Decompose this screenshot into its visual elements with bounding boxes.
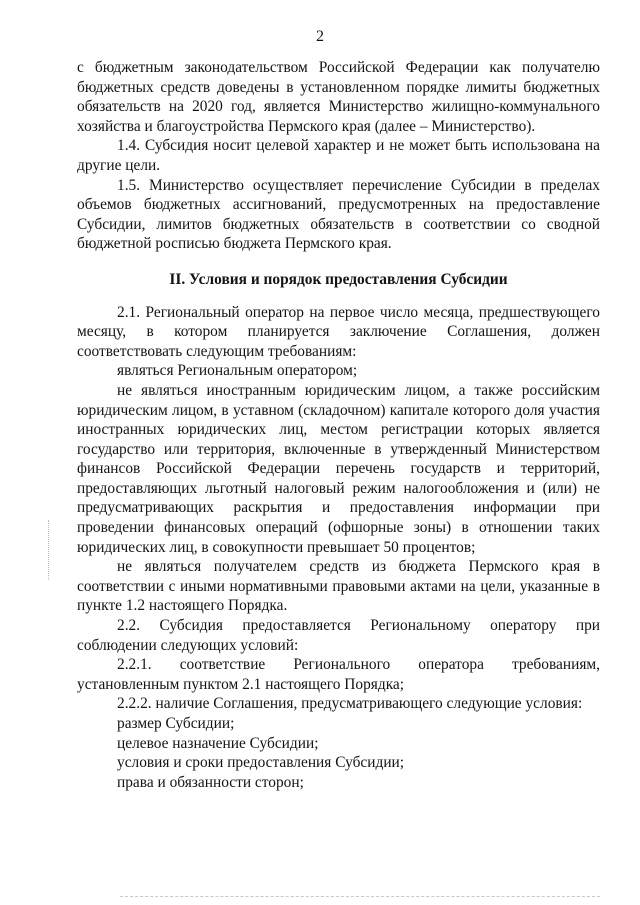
page-number: 2 <box>316 28 324 45</box>
scan-artifact <box>48 520 50 580</box>
condition-item: условия и сроки предоставления Субсидии; <box>117 754 405 772</box>
section-heading: II. Условия и порядок предоставления Субсидии <box>169 270 508 288</box>
paragraph-2-1: 2.1. Региональный оператор на первое число месяца, предшествующего месяцу, в котором планируется заключение Соглашения, должен соответствовать следующим требованиям: <box>77 303 600 360</box>
condition-item: целевое назначение Субсидии; <box>117 734 319 752</box>
paragraph: с бюджетным законодательством Российской Федерации как получателю бюджетных средств доведены в установленном порядке лимиты бюджетных обязательств на 2020 год, является Министерство жилищно-коммунального хозяйства и благоустройства Пермского края (далее – Министерство). <box>77 59 600 135</box>
requirement-item: не являться получателем средств из бюджета Пермского края в соответствии с иными нормативными правовыми актами на цели, указанные в пункте 1.2 настоящего Порядка. <box>77 558 600 615</box>
condition-item: размер Субсидии; <box>117 715 235 732</box>
paragraph-1-5: 1.5. Министерство осуществляет перечисление Субсидии в пределах объемов бюджетных ассигнований, предусмотренных на предоставление Субсидии, лимитов бюджетных обязательств в соответствии со сводной бюджетной росписью бюджета Пермского края. <box>77 176 600 253</box>
paragraph-2-2-1: 2.2.1. соответствие Регионального оператора требованиям, установленным пунктом 2.1 настоящего Порядка; <box>77 656 600 693</box>
condition-item: права и обязанности сторон; <box>117 773 304 791</box>
paragraph-2-2-2: 2.2.2. наличие Соглашения, предусматривающего следующие условия: <box>117 695 583 713</box>
scan-bottom-edge <box>120 896 600 897</box>
paragraph-2-2: 2.2. Субсидия предоставляется Региональному оператору при соблюдении следующих условий: <box>77 617 600 654</box>
paragraph-1-4: 1.4. Субсидия носит целевой характер и не может быть использована на другие цели. <box>77 137 600 174</box>
requirement-item: не являться иностранным юридическим лицом, а также российским юридическим лицом, в уставном (складочном) капитале которого доля участия иностранных юридических лиц, местом регистрации которых является государство или территория, включенные в утвержденный Министерством финансов Российской Федерации перечень государств и территорий, предоставляющих льготный налоговый режим налогообложения и (или) не предусматривающих раскрытия и предоставления информации при проведении финансовых операций (офшорные зоны) в отношении таких юридических лиц, в совокупности превышает 50 процентов; <box>77 381 600 556</box>
document-body <box>77 58 600 792</box>
requirement-item: являться Региональным оператором; <box>117 362 358 380</box>
